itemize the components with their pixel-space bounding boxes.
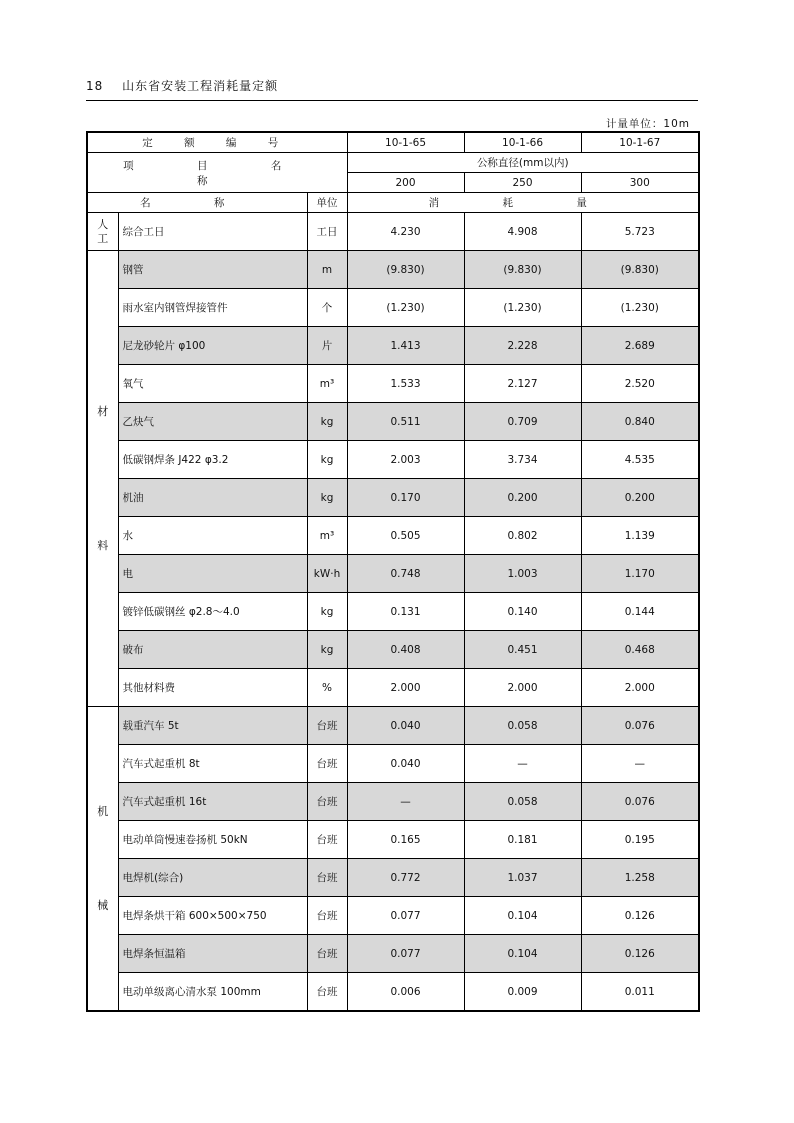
item-unit: 工日 xyxy=(307,213,347,251)
unit-col-label: 单位 xyxy=(307,193,347,213)
consumption-label: 消 耗 量 xyxy=(347,193,699,213)
value-cell: 0.006 xyxy=(347,973,464,1012)
code-cell: 10-1-65 xyxy=(347,132,464,153)
table-row xyxy=(87,365,699,403)
value-cell: 0.165 xyxy=(347,821,464,859)
item-name: 电动单级离心清水泵 100mm xyxy=(118,973,307,1012)
item-name: 水 xyxy=(118,517,307,555)
category-material xyxy=(87,251,118,707)
item-name: 电焊条烘干箱 600×500×750 xyxy=(118,897,307,935)
value-cell: 0.126 xyxy=(581,935,699,973)
value-cell: 1.533 xyxy=(347,365,464,403)
item-unit: kW·h xyxy=(307,555,347,593)
table-row xyxy=(87,935,699,973)
value-cell: 0.195 xyxy=(581,821,699,859)
book-title: 山东省安装工程消耗量定额 xyxy=(122,79,279,93)
value-cell: 1.003 xyxy=(464,555,581,593)
category-char: 人 xyxy=(97,218,109,232)
value-cell: 0.126 xyxy=(581,897,699,935)
value-cell: (9.830) xyxy=(464,251,581,289)
value-cell: 2.000 xyxy=(347,669,464,707)
item-unit: 台班 xyxy=(307,859,347,897)
table-row xyxy=(87,745,699,783)
table-row xyxy=(87,213,699,251)
value-cell: (1.230) xyxy=(464,289,581,327)
category-char: 机 xyxy=(97,805,109,819)
table-row xyxy=(87,517,699,555)
item-unit: 台班 xyxy=(307,935,347,973)
value-cell: 0.181 xyxy=(464,821,581,859)
value-cell: 0.144 xyxy=(581,593,699,631)
table-row xyxy=(87,593,699,631)
item-unit: kg xyxy=(307,593,347,631)
item-name: 载重汽车 5t xyxy=(118,707,307,745)
table-row xyxy=(87,859,699,897)
value-cell: 3.734 xyxy=(464,441,581,479)
item-unit: m³ xyxy=(307,517,347,555)
item-name: 镀锌低碳钢丝 φ2.8～4.0 xyxy=(118,593,307,631)
item-name: 尼龙砂轮片 φ100 xyxy=(118,327,307,365)
value-cell: 0.076 xyxy=(581,707,699,745)
item-unit: 台班 xyxy=(307,707,347,745)
value-cell: (1.230) xyxy=(347,289,464,327)
item-name: 汽车式起重机 8t xyxy=(118,745,307,783)
value-cell: 0.709 xyxy=(464,403,581,441)
value-cell: 2.003 xyxy=(347,441,464,479)
item-unit: kg xyxy=(307,403,347,441)
item-name: 汽车式起重机 16t xyxy=(118,783,307,821)
name-col-label: 名 称 xyxy=(87,193,307,213)
value-cell: 2.228 xyxy=(464,327,581,365)
value-cell: 4.908 xyxy=(464,213,581,251)
item-name: 雨水室内钢管焊接管件 xyxy=(118,289,307,327)
value-cell: 0.451 xyxy=(464,631,581,669)
diameter-cell: 200 xyxy=(347,173,464,193)
value-cell: 0.140 xyxy=(464,593,581,631)
value-cell: 0.104 xyxy=(464,897,581,935)
diameter-cell: 300 xyxy=(581,173,699,193)
item-unit: % xyxy=(307,669,347,707)
item-name: 氧气 xyxy=(118,365,307,403)
value-cell: 1.139 xyxy=(581,517,699,555)
table-row xyxy=(87,707,699,745)
value-cell: — xyxy=(464,745,581,783)
item-name: 乙炔气 xyxy=(118,403,307,441)
value-cell: 0.505 xyxy=(347,517,464,555)
value-cell: 0.468 xyxy=(581,631,699,669)
item-name: 综合工日 xyxy=(118,213,307,251)
value-cell: 1.170 xyxy=(581,555,699,593)
value-cell: 0.077 xyxy=(347,935,464,973)
value-cell: 0.058 xyxy=(464,783,581,821)
item-unit: kg xyxy=(307,479,347,517)
item-unit: 台班 xyxy=(307,745,347,783)
value-cell: 5.723 xyxy=(581,213,699,251)
item-unit: m xyxy=(307,251,347,289)
item-name: 钢管 xyxy=(118,251,307,289)
value-cell: 0.772 xyxy=(347,859,464,897)
item-unit: kg xyxy=(307,631,347,669)
value-cell: 0.802 xyxy=(464,517,581,555)
category-char: 械 xyxy=(97,898,109,912)
code-cell: 10-1-67 xyxy=(581,132,699,153)
table-row xyxy=(87,821,699,859)
item-name: 电动单筒慢速卷扬机 50kN xyxy=(118,821,307,859)
value-cell: 2.000 xyxy=(464,669,581,707)
value-cell: (9.830) xyxy=(347,251,464,289)
table-row xyxy=(87,631,699,669)
category-char: 工 xyxy=(97,231,109,245)
value-cell: 0.131 xyxy=(347,593,464,631)
value-cell: 2.000 xyxy=(581,669,699,707)
measure-unit: 计量单位：10m xyxy=(605,118,690,130)
value-cell: 0.077 xyxy=(347,897,464,935)
value-cell: 0.040 xyxy=(347,707,464,745)
table-row xyxy=(87,479,699,517)
item-name: 电焊条恒温箱 xyxy=(118,935,307,973)
value-cell: 0.748 xyxy=(347,555,464,593)
quota-table xyxy=(86,131,700,1012)
value-cell: — xyxy=(581,745,699,783)
table-row xyxy=(87,403,699,441)
item-name: 低碳钢焊条 J422 φ3.2 xyxy=(118,441,307,479)
item-unit: kg xyxy=(307,441,347,479)
category-char: 材 xyxy=(97,405,109,419)
value-cell: 2.520 xyxy=(581,365,699,403)
value-cell: 2.689 xyxy=(581,327,699,365)
item-name: 电焊机(综合) xyxy=(118,859,307,897)
value-cell: 4.535 xyxy=(581,441,699,479)
value-cell: — xyxy=(347,783,464,821)
value-cell: 2.127 xyxy=(464,365,581,403)
category-machine xyxy=(87,707,118,1012)
item-unit: 台班 xyxy=(307,897,347,935)
quota-no-label: 定 额 编 号 xyxy=(87,132,347,153)
item-unit: 个 xyxy=(307,289,347,327)
table-row xyxy=(87,897,699,935)
header-rule xyxy=(86,100,698,101)
category-char: 料 xyxy=(97,538,109,552)
value-cell: 0.511 xyxy=(347,403,464,441)
value-cell: 0.408 xyxy=(347,631,464,669)
item-name: 机油 xyxy=(118,479,307,517)
item-name: 其他材料费 xyxy=(118,669,307,707)
item-unit: 台班 xyxy=(307,783,347,821)
value-cell: 0.104 xyxy=(464,935,581,973)
item-name-label: 项 目 名 称 xyxy=(87,153,347,193)
value-cell: 0.040 xyxy=(347,745,464,783)
value-cell: 0.840 xyxy=(581,403,699,441)
value-cell: 0.011 xyxy=(581,973,699,1012)
item-unit: 台班 xyxy=(307,973,347,1012)
value-cell: 0.200 xyxy=(581,479,699,517)
value-cell: 0.009 xyxy=(464,973,581,1012)
category-labor xyxy=(87,213,118,251)
value-cell: 1.037 xyxy=(464,859,581,897)
code-cell: 10-1-66 xyxy=(464,132,581,153)
value-cell: 0.058 xyxy=(464,707,581,745)
value-cell: (1.230) xyxy=(581,289,699,327)
value-cell: 0.076 xyxy=(581,783,699,821)
page-number: 18 xyxy=(86,79,104,93)
diameter-cell: 250 xyxy=(464,173,581,193)
value-cell: 1.258 xyxy=(581,859,699,897)
value-cell: 1.413 xyxy=(347,327,464,365)
value-cell: 0.170 xyxy=(347,479,464,517)
table-row xyxy=(87,327,699,365)
nominal-diameter-label: 公称直径(mm以内) xyxy=(347,153,699,173)
item-name: 破布 xyxy=(118,631,307,669)
value-cell: 4.230 xyxy=(347,213,464,251)
table-row xyxy=(87,973,699,1012)
table-row xyxy=(87,441,699,479)
value-cell: (9.830) xyxy=(581,251,699,289)
table-row xyxy=(87,783,699,821)
table-row xyxy=(87,289,699,327)
value-cell: 0.200 xyxy=(464,479,581,517)
item-name: 电 xyxy=(118,555,307,593)
table-row xyxy=(87,555,699,593)
table-row xyxy=(87,251,699,289)
item-unit: 台班 xyxy=(307,821,347,859)
item-unit: m³ xyxy=(307,365,347,403)
item-unit: 片 xyxy=(307,327,347,365)
page-header xyxy=(86,77,278,94)
table-row xyxy=(87,669,699,707)
